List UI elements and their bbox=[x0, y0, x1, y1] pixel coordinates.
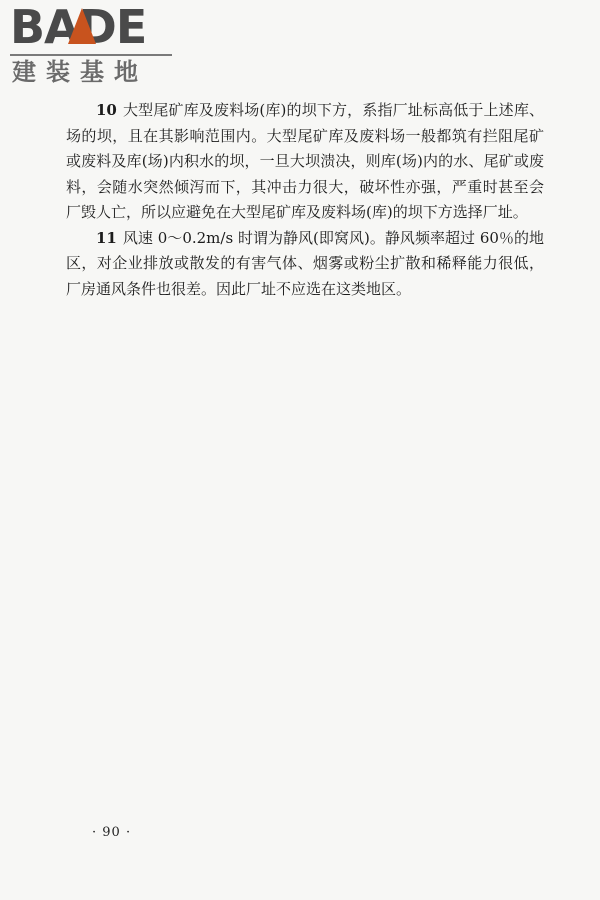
bade-logo bbox=[10, 0, 175, 86]
clause-number: 11 bbox=[96, 228, 117, 247]
logo-subtitle: 建装基地 bbox=[12, 58, 148, 86]
clause-10 bbox=[66, 98, 544, 226]
clause-text: 大型尾矿库及废料场(库)的坝下方，系指厂址标高低于上述库、场的坝，且在其影响范围内。大型尾矿库及废料场一般都筑有拦阻尾矿或废料及库(场)内积水的坝，一旦大坝溃决，则库(场)内的水、尾矿或废料，会随水突然倾泻而下，其冲击力很大，破坏性亦强，严重时甚至会厂毁人亡，所以应避免在大型尾矿库及废料场(库)的坝下方选择厂址。 bbox=[66, 101, 544, 221]
page-number: · 90 · bbox=[92, 825, 132, 840]
logo-divider bbox=[10, 54, 172, 56]
logo-wordmark: BADE bbox=[10, 0, 147, 54]
logo-accent-triangle bbox=[68, 8, 96, 44]
document-body bbox=[66, 98, 544, 302]
clause-text: 风速 0～0.2m/s 时谓为静风(即窝风)。静风频率超过 60％的地区，对企业排放或散发的有害气体、烟雾或粉尘扩散和稀释能力很低，厂房通风条件也很差。因此厂址不应选在这类地区。 bbox=[66, 228, 544, 298]
clause-number: 10 bbox=[96, 101, 117, 119]
clause-11 bbox=[66, 226, 544, 303]
